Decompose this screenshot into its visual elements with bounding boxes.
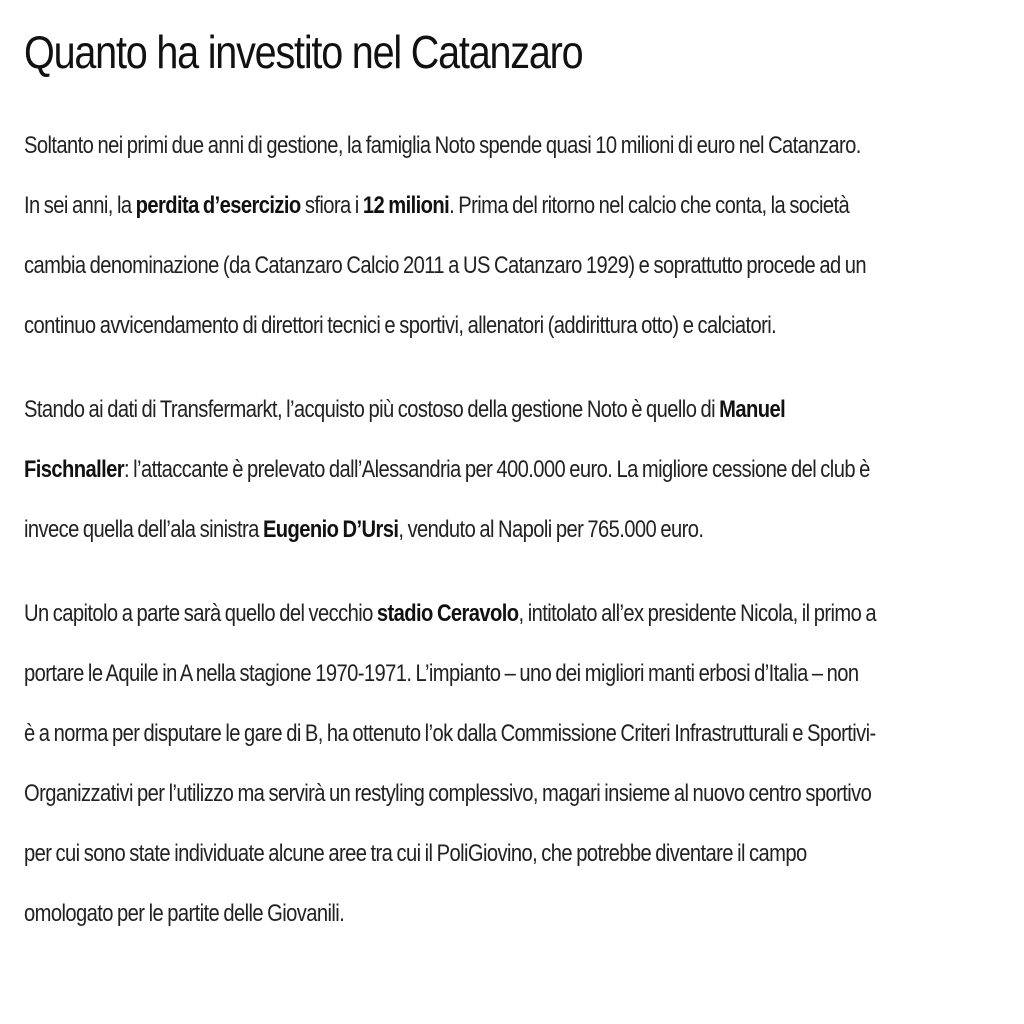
text-span: per cui sono state individuate alcune aree tra cui il PoliGiovino, che potrebbe diventare il campo bbox=[24, 840, 807, 867]
article-title: Quanto ha investito nel Catanzaro bbox=[24, 26, 583, 78]
bold-text-eugenio-dursi: Eugenio D’Ursi bbox=[262, 516, 399, 543]
paragraph-2-line-1 bbox=[24, 380, 1017, 440]
text-span: cambia denominazione (da Catanzaro Calcio 2011 a US Catanzaro 1929) e soprattutto procede ad un bbox=[24, 252, 867, 279]
paragraph-3-line-5 bbox=[24, 824, 1017, 884]
text-span: invece quella dell’ala sinistra bbox=[24, 516, 263, 543]
bold-text-perdita: perdita d’esercizio bbox=[135, 192, 301, 219]
paragraph-1-line-4 bbox=[24, 296, 1017, 356]
paragraph-1 bbox=[24, 116, 1009, 356]
text-span: Un capitolo a parte sarà quello del vecchio bbox=[24, 600, 377, 627]
text-span: Organizzativi per l’utilizzo ma servirà un restyling complessivo, magari insieme al nuovo centro sportivo bbox=[24, 780, 872, 807]
text-span: : l’attaccante è prelevato dall’Alessandria per 400.000 euro. La migliore cessione del club è bbox=[123, 456, 870, 483]
bold-text-stadio-ceravolo: stadio Ceravolo bbox=[376, 600, 519, 627]
bold-text-fischnaller: Fischnaller bbox=[24, 456, 124, 483]
paragraph-3-line-3 bbox=[24, 704, 1017, 764]
paragraph-3 bbox=[24, 584, 1009, 944]
bold-text-manuel: Manuel bbox=[719, 396, 786, 423]
text-span: Soltanto nei primi due anni di gestione, la famiglia Noto spende quasi 10 milioni di euro nel Catanzaro. bbox=[24, 132, 861, 159]
article bbox=[24, 14, 1009, 968]
paragraph-2-line-2 bbox=[24, 440, 1017, 500]
paragraph-1-line-1 bbox=[24, 116, 1017, 176]
text-span: , venduto al Napoli per 765.000 euro. bbox=[398, 516, 704, 543]
paragraph-3-line-2 bbox=[24, 644, 1017, 704]
paragraph-1-line-3 bbox=[24, 236, 1017, 296]
text-span: In sei anni, la bbox=[24, 192, 136, 219]
paragraph-2 bbox=[24, 380, 1009, 560]
paragraph-3-line-4 bbox=[24, 764, 1017, 824]
bold-text-12-milioni: 12 milioni bbox=[362, 192, 450, 219]
paragraph-2-line-3 bbox=[24, 500, 1017, 560]
text-span: . Prima del ritorno nel calcio che conta, la società bbox=[449, 192, 850, 219]
text-span: omologato per le partite delle Giovanili. bbox=[24, 900, 345, 927]
text-span: sfiora i bbox=[300, 192, 363, 219]
text-span: , intitolato all’ex presidente Nicola, il primo a bbox=[518, 600, 877, 627]
paragraph-1-line-2 bbox=[24, 176, 1017, 236]
text-span: continuo avvicendamento di direttori tecnici e sportivi, allenatori (addirittura otto) e calciatori. bbox=[24, 312, 777, 339]
text-span: è a norma per disputare le gare di B, ha ottenuto l’ok dalla Commissione Criteri Infrastrutturali e Sportivi- bbox=[24, 720, 876, 747]
text-span: portare le Aquile in A nella stagione 1970-1971. L’impianto – uno dei migliori manti erbosi d’Italia – non bbox=[24, 660, 859, 687]
paragraph-3-line-1 bbox=[24, 584, 1017, 644]
text-span: Stando ai dati di Transfermarkt, l’acquisto più costoso della gestione Noto è quello di bbox=[24, 396, 720, 423]
paragraph-3-line-6 bbox=[24, 884, 1017, 944]
